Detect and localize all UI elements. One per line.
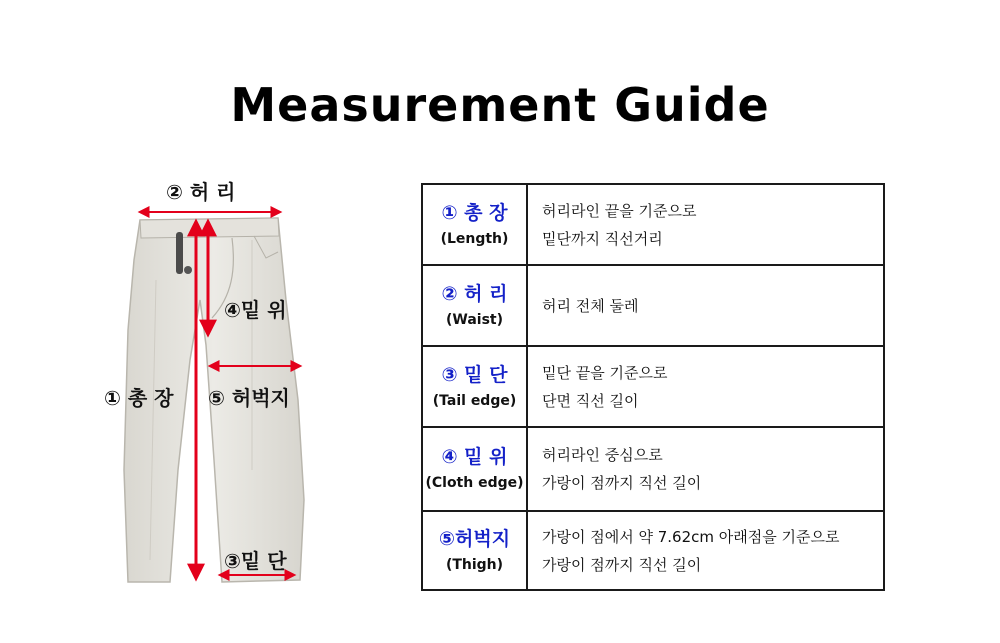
row-name: ② 허 리 bbox=[441, 282, 508, 305]
table-row bbox=[422, 346, 884, 427]
label-rise: ④밑 위 bbox=[224, 298, 287, 322]
row-name: ① 총 장 bbox=[441, 201, 508, 224]
desc-line: 허리라인 끝을 기준으로 bbox=[542, 201, 697, 220]
row-key bbox=[422, 184, 527, 265]
row-sub: (Tail edge) bbox=[432, 392, 517, 409]
label-hem: ③밑 단 bbox=[224, 549, 287, 573]
label-thigh: ⑤ 허벅지 bbox=[208, 386, 290, 410]
page-title: Measurement Guide bbox=[230, 78, 770, 132]
row-key bbox=[422, 427, 527, 511]
measurement-table bbox=[421, 183, 885, 591]
desc-line: 밑단까지 직선거리 bbox=[542, 229, 663, 248]
row-key bbox=[422, 511, 527, 590]
row-name: ③ 밑 단 bbox=[441, 363, 508, 386]
desc-line: 허리 전체 둘레 bbox=[542, 296, 639, 315]
row-desc bbox=[527, 427, 884, 511]
desc-line: 가랑이 점까지 직선 길이 bbox=[542, 474, 702, 492]
desc-line: 밑단 끝을 기준으로 bbox=[542, 363, 668, 382]
desc-line: 허리라인 중심으로 bbox=[542, 446, 663, 464]
desc-line: 단면 직선 길이 bbox=[542, 391, 639, 410]
table-row bbox=[422, 265, 884, 346]
row-key bbox=[422, 346, 527, 427]
row-desc bbox=[527, 511, 884, 590]
row-sub: (Length) bbox=[440, 230, 509, 247]
row-desc bbox=[527, 346, 884, 427]
row-sub: (Thigh) bbox=[445, 556, 504, 573]
desc-line: 가랑이 점까지 직선 길이 bbox=[542, 555, 702, 574]
table-row bbox=[422, 511, 884, 590]
table-row bbox=[422, 184, 884, 265]
row-sub: (Waist) bbox=[445, 311, 503, 328]
row-desc bbox=[527, 265, 884, 346]
row-key bbox=[422, 265, 527, 346]
pants-diagram bbox=[0, 0, 420, 643]
desc-line: 가랑이 점에서 약 7.62cm 아래점을 기준으로 bbox=[542, 527, 840, 546]
label-length: ① 총 장 bbox=[104, 386, 174, 410]
table-row bbox=[422, 427, 884, 511]
row-name: ⑤허벅지 bbox=[438, 527, 511, 550]
row-desc bbox=[527, 184, 884, 265]
label-waist: ② 허 리 bbox=[166, 180, 236, 204]
row-sub: (Cloth edge) bbox=[425, 475, 524, 491]
row-name: ④ 밑 위 bbox=[441, 446, 508, 468]
